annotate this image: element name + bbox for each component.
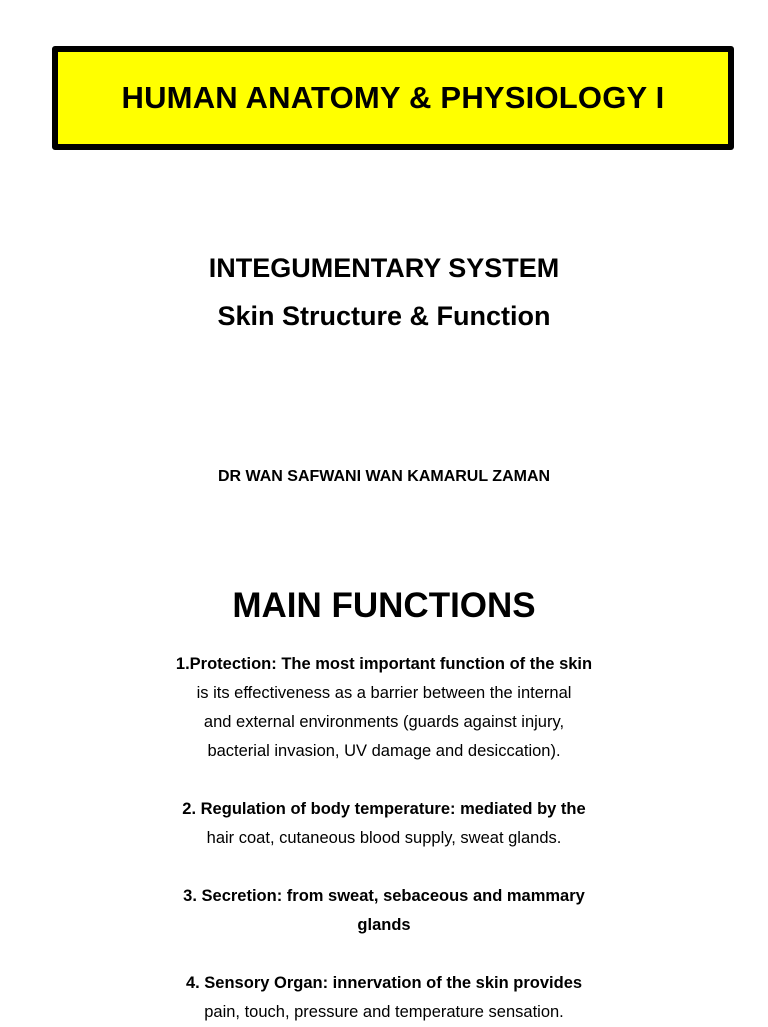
function-item-protection xyxy=(0,650,768,766)
function-line: glands xyxy=(357,916,411,934)
function-line: hair coat, cutaneous blood supply, sweat glands. xyxy=(206,829,562,847)
function-item-temperature xyxy=(0,795,768,853)
function-line: pain, touch, pressure and temperature sensation. xyxy=(204,1003,564,1021)
function-line: is its effectiveness as a barrier between the internal xyxy=(196,684,572,702)
function-item-sensory xyxy=(0,969,768,1027)
function-line: 4. Sensory Organ: innervation of the skin provides xyxy=(185,974,583,992)
function-line: 1.Protection: The most important function of the skin xyxy=(175,655,593,673)
function-line: 3. Secretion: from sweat, sebaceous and mammary xyxy=(183,887,585,905)
section-heading: MAIN FUNCTIONS xyxy=(232,586,536,625)
author-name: DR WAN SAFWANI WAN KAMARUL ZAMAN xyxy=(217,468,551,485)
function-line: 2. Regulation of body temperature: mediated by the xyxy=(182,800,586,818)
function-line: and external environments (guards against injury, xyxy=(203,713,565,731)
subtitle-system: INTEGUMENTARY SYSTEM xyxy=(208,253,560,283)
document-title: HUMAN ANATOMY & PHYSIOLOGY I xyxy=(121,80,665,115)
title-banner xyxy=(52,46,734,150)
subtitle-topic: Skin Structure & Function xyxy=(217,301,551,331)
function-item-secretion xyxy=(0,882,768,940)
function-line: bacterial invasion, UV damage and desiccation). xyxy=(207,742,561,760)
